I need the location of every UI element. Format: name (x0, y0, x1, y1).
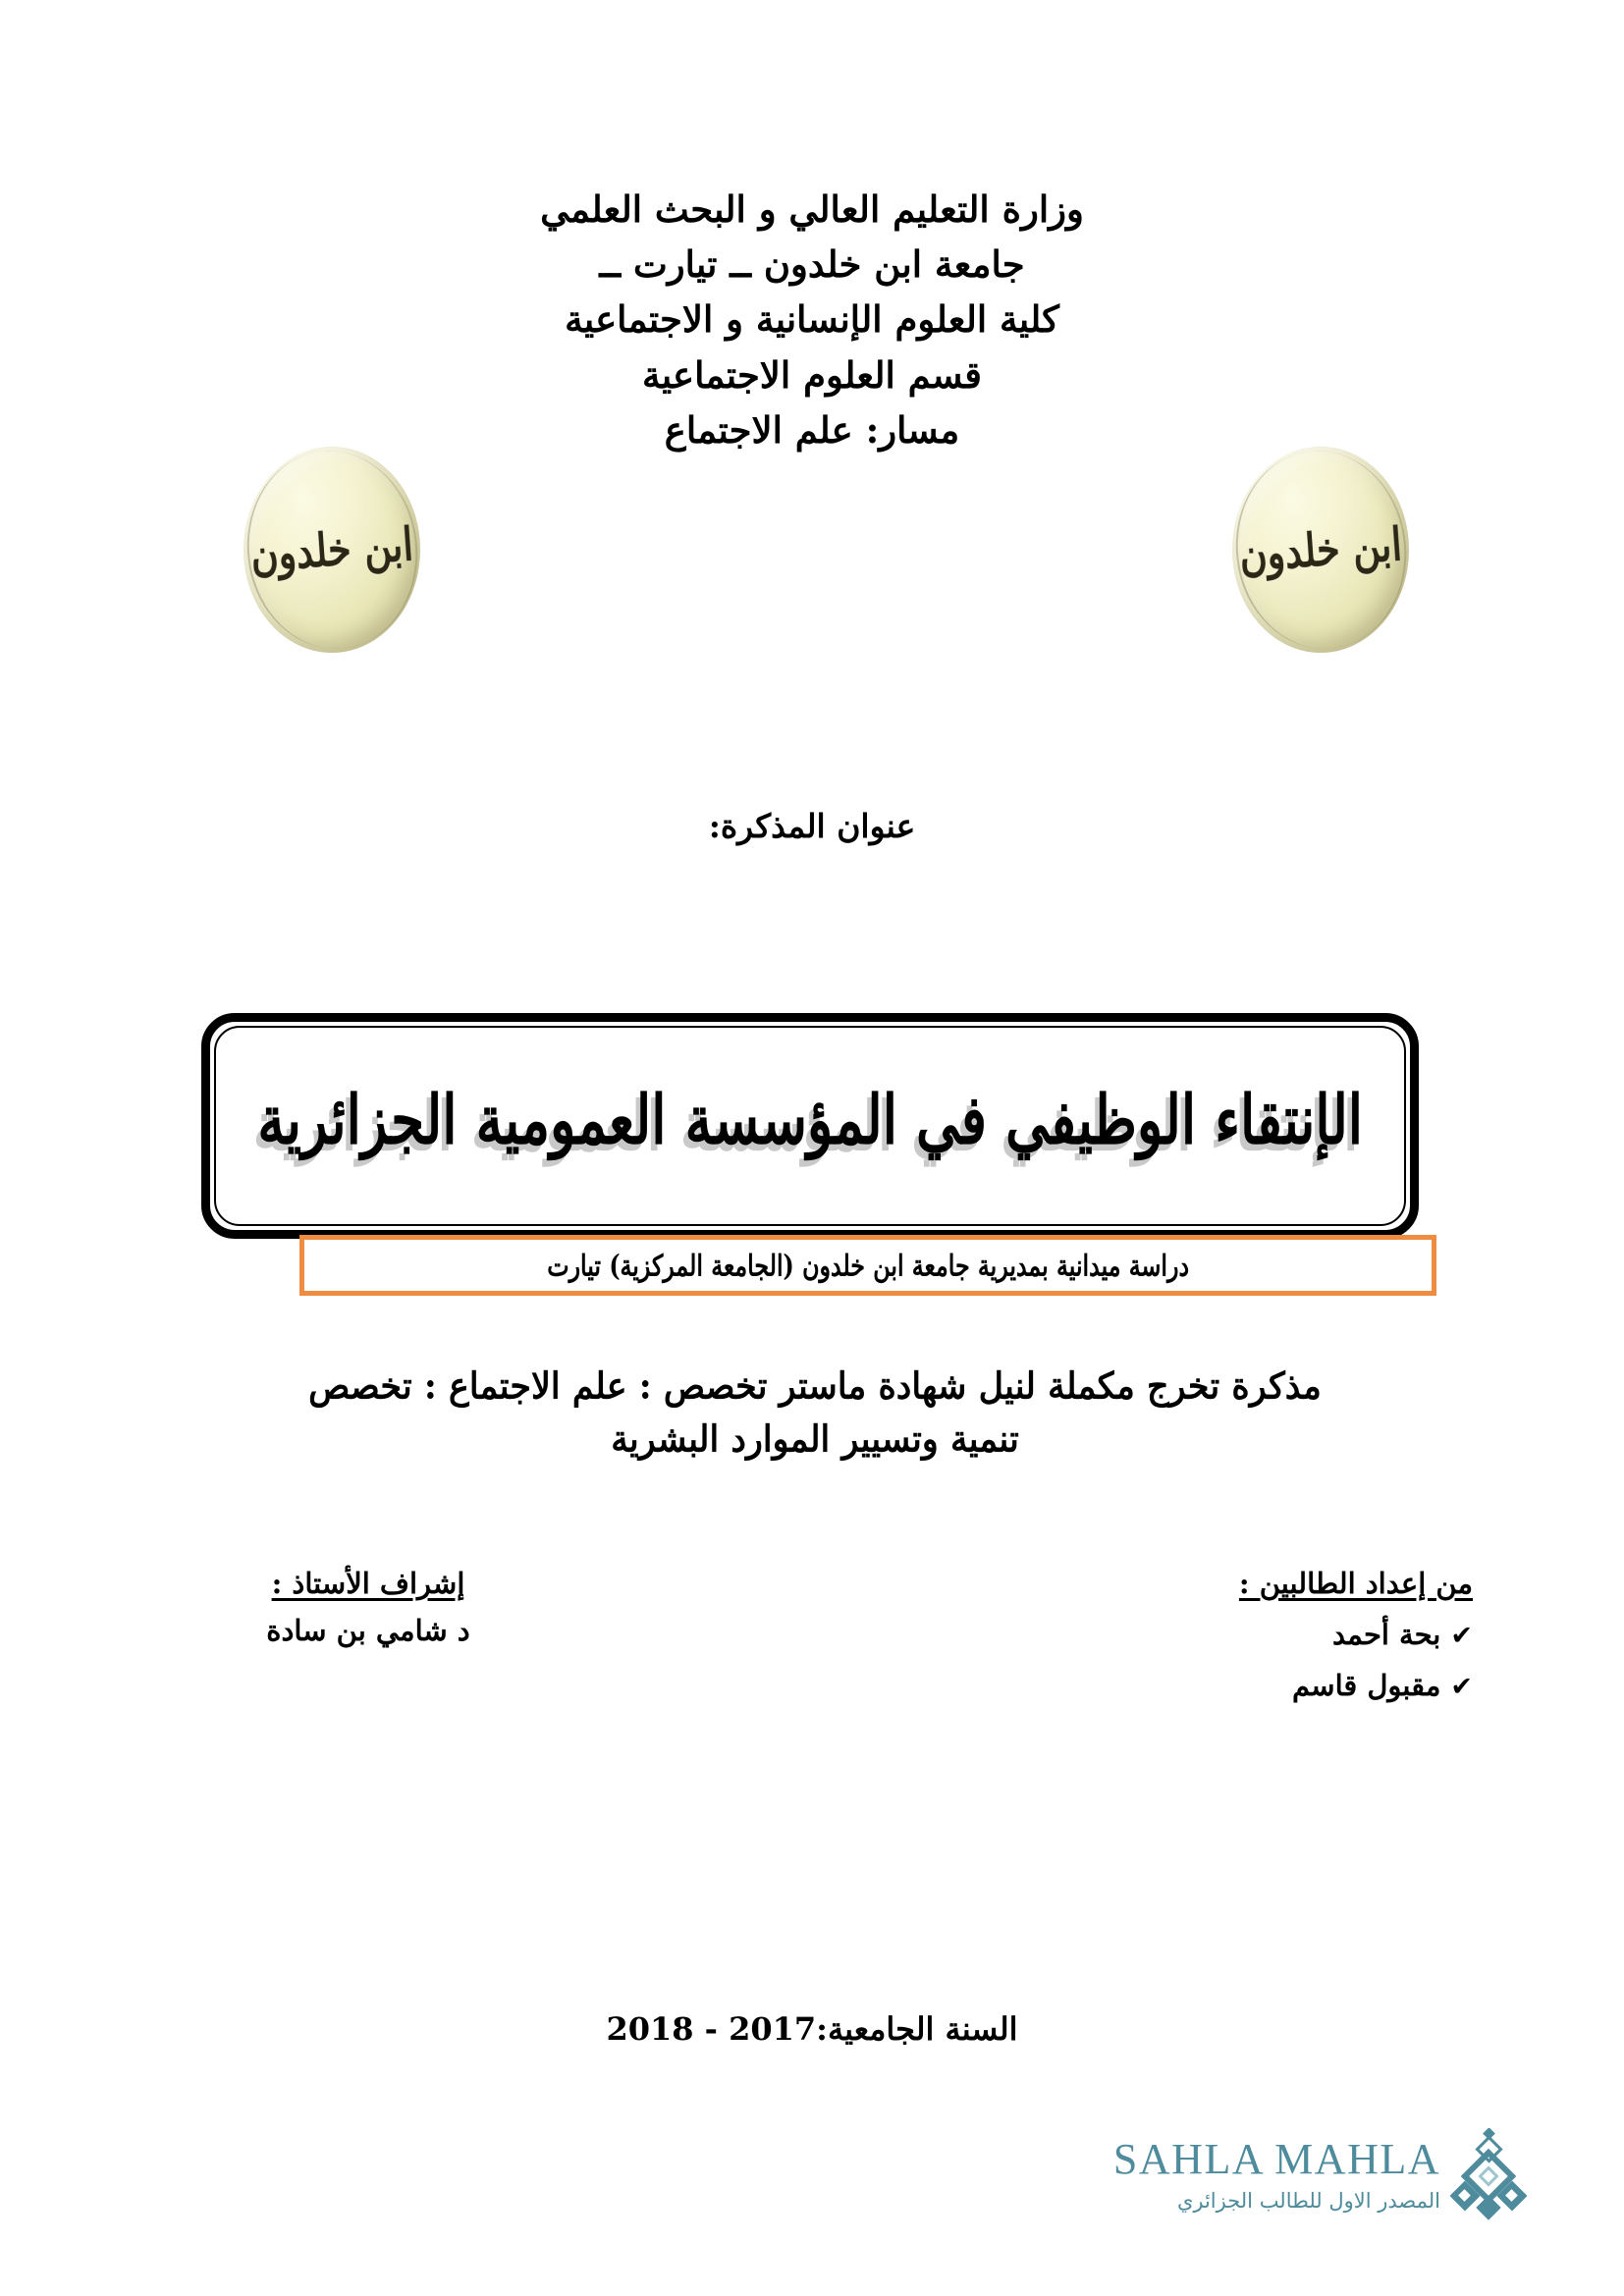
seal-globe-shape (244, 447, 420, 653)
seal-globe-shape (1232, 447, 1409, 653)
header-line-university: جامعة ابن خلدون ــ تيارت ــ (599, 242, 1025, 287)
supervisor-name: د شامي بن سادة (266, 1614, 470, 1647)
academic-year: السنة الجامعية:2017 - 2018 (606, 2010, 1018, 2048)
checkmark-icon: ✔ (1450, 1621, 1473, 1651)
header-line-department: قسم العلوم الاجتماعية (642, 352, 982, 397)
degree-statement-line-1: مذكرة تخرج مكملة لنيل شهادة ماستر تخصص : علم الاجتماع : تخصص (308, 1364, 1322, 1409)
students-column (1139, 1567, 1473, 1702)
degree-statement (187, 1361, 1443, 1468)
student-name: مقبول قاسم (1291, 1669, 1441, 1702)
seal-calligraphy-text: ابن خلدون (248, 515, 415, 581)
institution-header (0, 182, 1624, 457)
checkmark-icon: ✔ (1450, 1672, 1473, 1702)
supervisor-column (211, 1567, 525, 1647)
header-line-ministry: وزارة التعليم العالي و البحث العلمي (540, 187, 1084, 231)
students-heading: من إعداد الطالبين : (1238, 1567, 1473, 1600)
sahla-mahla-logo-icon (1450, 2128, 1527, 2222)
thesis-title-box-inner-border (214, 1026, 1406, 1226)
student-list-item (1139, 1618, 1473, 1651)
degree-statement-line-2: تنمية وتسيير الموارد البشرية (611, 1417, 1019, 1462)
header-line-track: مسار: علم الاجتماع (664, 407, 960, 452)
memo-title-label: عنوان المذكرة: (708, 807, 916, 845)
thesis-title: الإنتقاء الوظيفي في المؤسسة العمومية الجزائرية (257, 1079, 1363, 1159)
student-list-item (1139, 1669, 1473, 1702)
thesis-subtitle: دراسة ميدانية بمديرية جامعة ابن خلدون (الجامعة المركزية) تيارت (547, 1248, 1189, 1283)
sahla-mahla-watermark (1114, 2128, 1527, 2256)
credits-section (0, 1567, 1624, 1792)
student-name: بحة أحمد (1331, 1618, 1441, 1651)
seal-calligraphy-text: ابن خلدون (1237, 515, 1404, 581)
thesis-subtitle-box (299, 1235, 1436, 1296)
watermark-tagline: المصدر الاول للطالب الجزائري (1176, 2189, 1440, 2213)
university-seal-right-icon (1232, 447, 1409, 653)
header-line-faculty: كلية العلوم الإنسانية و الاجتماعية (565, 297, 1059, 342)
supervisor-heading: إشراف الأستاذ : (271, 1567, 465, 1600)
thesis-title-box (201, 1013, 1419, 1239)
university-seal-left-icon (244, 447, 420, 653)
watermark-brand-name: SAHLA MAHLA (1112, 2135, 1440, 2183)
